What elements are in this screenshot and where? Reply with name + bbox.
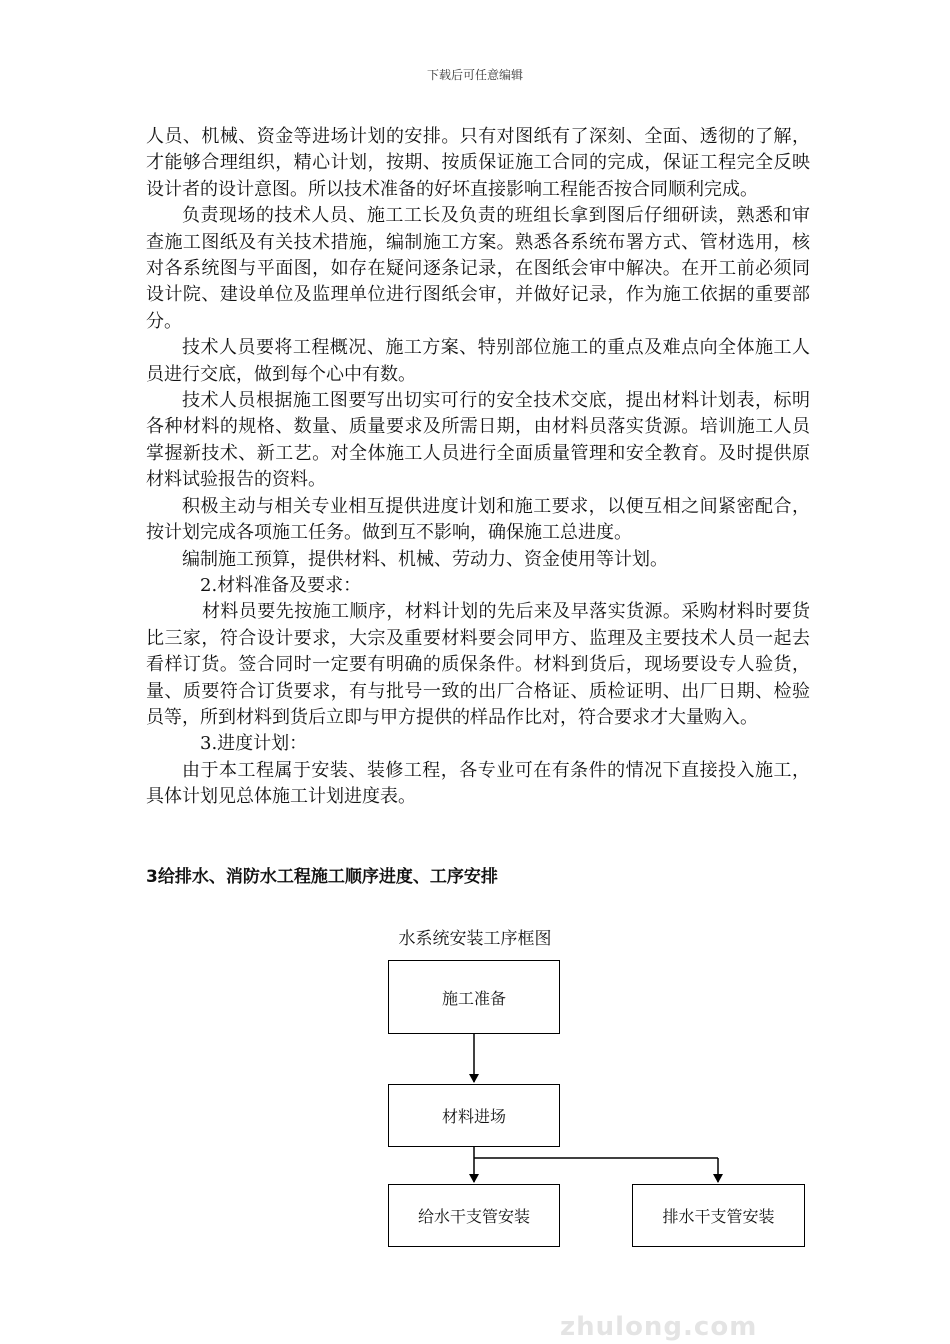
page-header: 下载后可任意编辑 bbox=[426, 68, 523, 82]
flowchart-title: 水系统安装工序框图 bbox=[398, 929, 552, 949]
paragraph: 技术人员根据施工图要写出切实可行的安全技术交底，提出材料计划表，标明各种材料的规格、数量、质量要求及所需日期，由材料员落实货源。培训施工人员掌握新技术、新工艺。对全体施工人员进行全面质量管理和安全教育。及时提供原材料试验报告的资料。 bbox=[146, 390, 810, 491]
subheading-schedule: 3.进度计划： bbox=[200, 733, 308, 755]
section-heading: 3给排水、消防水工程施工顺序进度、工序安排 bbox=[146, 867, 498, 887]
paragraph: 编制施工预算，提供材料、机械、劳动力、资金使用等计划。 bbox=[182, 548, 668, 570]
paragraph: 负责现场的技术人员、施工工长及负责的班组长拿到图后仔细研读，熟悉和审查施工图纸及有关技术措施，编制施工方案。熟悉各系统布署方式、管材选用，核对各系统图与平面图，如存在疑问逐条记录，在图纸会审中解决。在开工前必须同设计院、建设单位及监理单位进行图纸会审，并做好记录，作为施工依据的重要部分。 bbox=[146, 205, 810, 332]
subheading-materials: 2.材料准备及要求： bbox=[200, 574, 362, 596]
paragraph: 技术人员要将工程概况、施工方案、特别部位施工的重点及难点向全体施工人员进行交底，做到每个心中有数。 bbox=[146, 337, 810, 385]
paragraph: 人员、机械、资金等进场计划的安排。只有对图纸有了深刻、全面、透彻的了解，才能够合理组织，精心计划，按期、按质保证施工合同的完成，保证工程完全反映设计者的设计意图。所以技术准备的好坏直接影响工程能否按合同顺利完成。 bbox=[146, 126, 810, 200]
paragraph: 材料员要先按施工顺序，材料计划的先后来及早落实货源。采购材料时要货比三家，符合设计要求，大宗及重要材料要会同甲方、监理及主要技术人员一起去看样订货。签合同时一定要有明确的质保条件。材料到货后，现场要设专人验货，量、质要符合订货要求，有与批号一致的出厂合格证、质检证明、出厂日期、检验员等，所到材料到货后立即与甲方提供的样品作比对，符合要求才大量购入。 bbox=[146, 601, 810, 728]
flow-step-drainage: 排水干支管安装 bbox=[632, 1184, 805, 1247]
flow-step-material: 材料进场 bbox=[388, 1084, 560, 1147]
paragraph: 由于本工程属于安装、装修工程，各专业可在有条件的情况下直接投入施工，具体计划见总体施工计划进度表。 bbox=[146, 759, 810, 808]
paragraph: 积极主动与相关专业相互提供进度计划和施工要求，以便互相之间紧密配合，按计划完成各项施工任务。做到互不影响，确保施工总进度。 bbox=[146, 495, 810, 544]
flow-step-water-supply: 给水干支管安装 bbox=[388, 1184, 560, 1247]
watermark: zhulong.com bbox=[560, 1312, 758, 1342]
flow-step-prep: 施工准备 bbox=[388, 960, 560, 1034]
